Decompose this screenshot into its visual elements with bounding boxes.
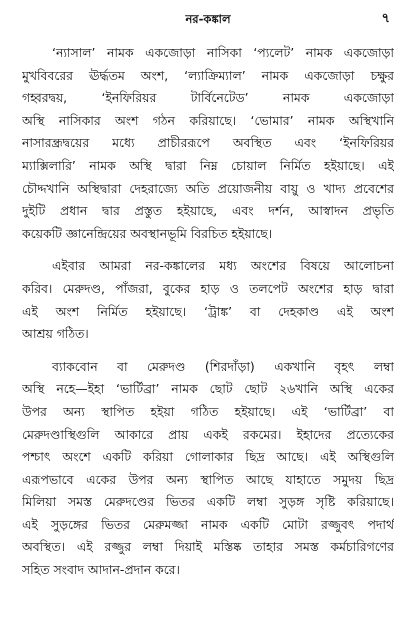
text-line: মেরুদণ্ডাস্থিগুলি আকারে প্রায় একই রকমের। ইহাদের প্রত্যেকের <box>22 426 394 442</box>
text-line: দুইটি প্রধান দ্বার প্রস্তুত হইয়াছে, এবং দর্শন, আস্বাদন প্রভৃতি <box>22 203 394 219</box>
text-line: পশ্চাৎ অংশে একটি করিয়া গোলাকার ছিদ্র আছে। এই অস্থিগুলি <box>22 449 394 465</box>
text-line: চৌদ্দখানি অস্থিদ্বারা দেহরাজ্যে অতি প্রয়োজনীয় বায়ু ও খাদ্য প্রবেশের <box>22 180 394 196</box>
text-line: মিলিয়া সমস্ত মেরুদণ্ডের ভিতর একটি লম্বা সুড়ঙ্গ সৃষ্টি করিয়াছে। <box>22 494 394 510</box>
text-line: গহ্বরদ্বয়, ‘ইনফিরিয়র টার্বিনেটেড’ নামক একজোড়া <box>22 90 394 106</box>
text-line: এরূপভাবে একের উপর অন্য স্থাপিত আছে যাহাতে সমুদয় ছিদ্র <box>22 471 394 487</box>
text-line: ব্যাকবোন বা মেরুদণ্ড (শিরদাঁড়া) একখানি বৃহৎ লম্বা <box>52 358 394 374</box>
text-line: অস্থি নাসিকার অংশ গঠন করিয়াছে। ‘ভোমার’ নামক অস্থিখানি <box>22 112 394 128</box>
paragraph <box>22 255 394 345</box>
body-text <box>22 42 394 582</box>
text-line: এই অংশ নির্মিত হইয়াছে। ‘ট্রাঙ্ক’ বা দেহকাণ্ড এই অংশ <box>22 303 394 319</box>
text-line: আশ্রয় গঠিত। <box>22 326 89 342</box>
text-line: নাসারন্ধ্রদ্বয়ের মধ্যে প্রাচীররূপে অবস্থিত এবং ‘ইনফিরিয়র <box>22 135 394 151</box>
text-line: এইবার আমরা নর-কঙ্কালের মধ্য অংশের বিষয়ে আলোচনা <box>52 258 394 274</box>
text-line: ম্যাক্সিলারি’ নামক অস্থি দ্বারা নিম্ন চোয়াল নির্মিত হইয়াছে। এই <box>22 157 394 173</box>
text-line: সহিত সংবাদ আদান-প্রদান করে। <box>22 562 180 578</box>
text-line: উপর অন্য স্থাপিত হইয়া গঠিত হইয়াছে। এই ‘ভার্টিব্রা’ বা <box>22 403 394 419</box>
text-line: ‘ন্যাসাল’ নামক একজোড়া নাসিকা ‘প্যলেট’ নামক একজোড়া <box>52 45 394 60</box>
paragraph <box>22 42 394 245</box>
running-title: নর-কঙ্কাল <box>185 12 231 26</box>
text-line: এই সুড়ঙ্গের ভিতর মেরুমজ্জা নামক একটি মোটা রজ্জুবৎ পদার্থ <box>22 516 394 532</box>
text-line: অস্থি নহে—ইহা ‘ভার্টিব্রা’ নামক ছোট ছোট ২৬খানি অস্থি একের <box>22 381 394 397</box>
page-number: ৭ <box>381 11 390 26</box>
text-line: করিব। মেরুদণ্ড, পাঁজরা, বুকের হাড় ও তলপেট অংশের হাড় দ্বারা <box>22 280 394 296</box>
running-header <box>22 8 394 30</box>
text-line: মুখবিবরের ঊর্দ্ধতম অংশ, ‘ল্যাক্রিম্যাল’ নামক একজোড়া চক্ষুর <box>22 67 394 83</box>
text-line: কয়েকটি জ্ঞানেন্দ্রিয়ের অবস্থানভূমি বিরচিত হইয়াছে। <box>22 225 273 241</box>
paragraph <box>22 356 394 582</box>
text-line: অবস্থিত। এই রজ্জুর লম্বা দিয়াই মস্তিষ্ক তাহার সমস্ত কর্মচারিগণের <box>22 539 394 555</box>
